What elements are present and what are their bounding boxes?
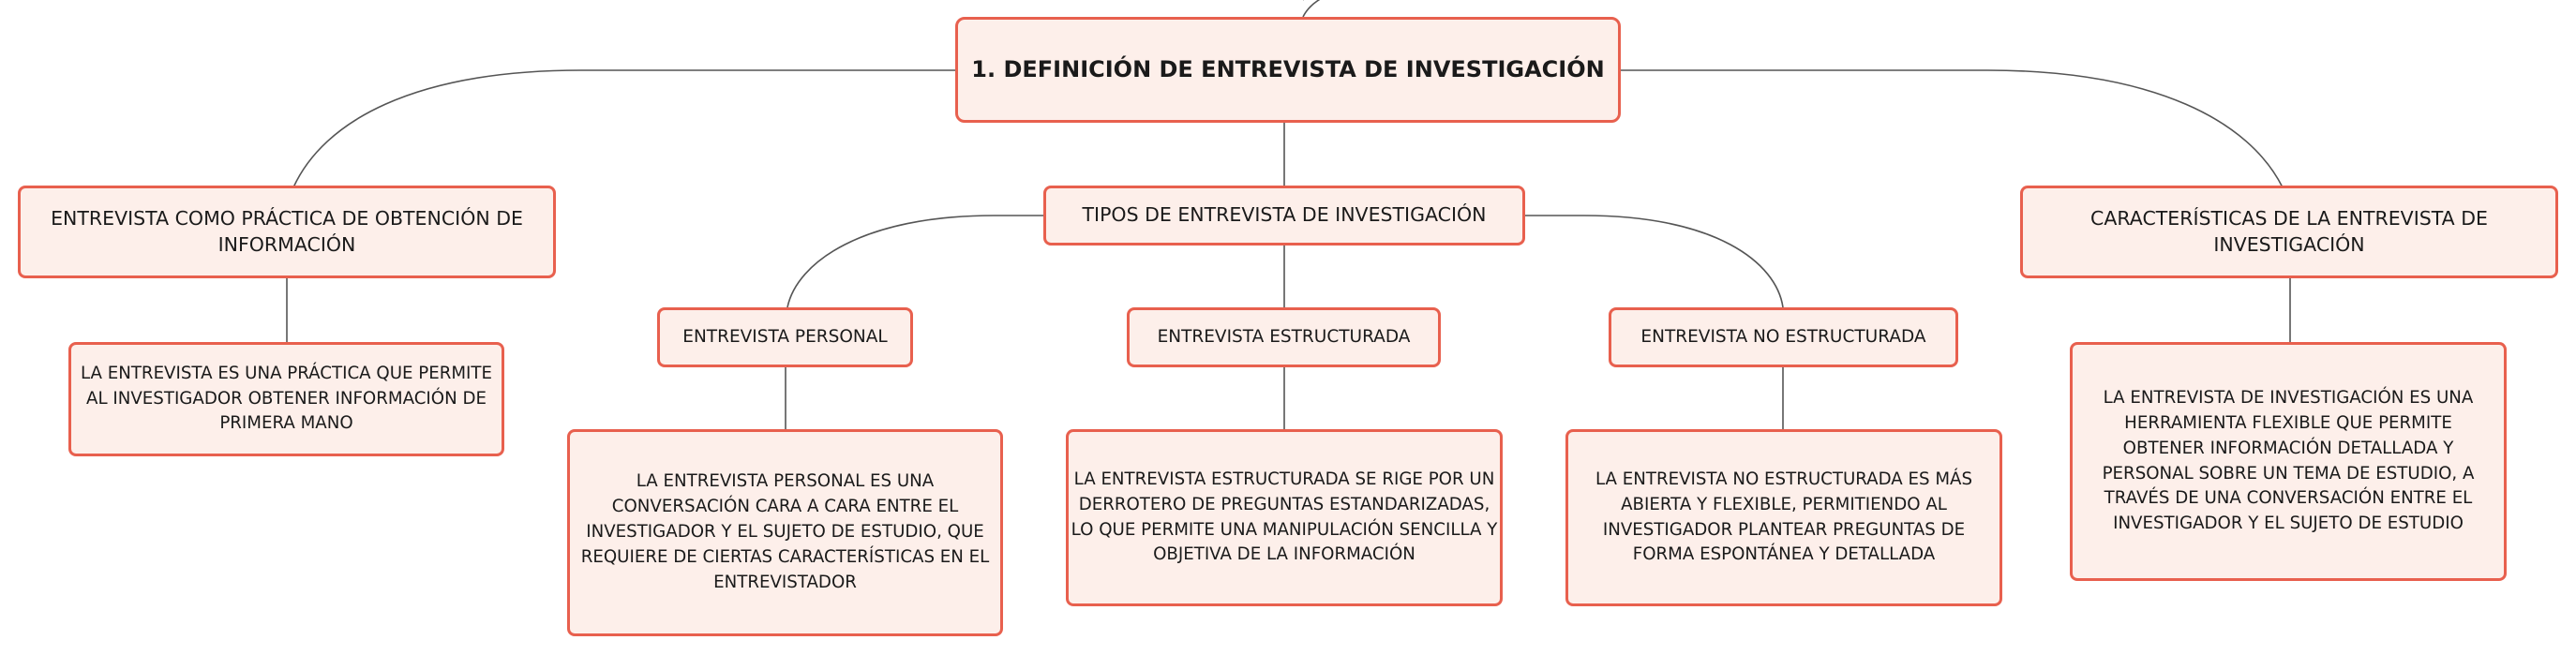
type-personal-detail-node[interactable] bbox=[567, 429, 1003, 636]
type-personal-node[interactable] bbox=[657, 307, 913, 367]
type-structured-detail-node[interactable] bbox=[1066, 429, 1503, 606]
type-structured-label: ENTREVISTA ESTRUCTURADA bbox=[1157, 327, 1411, 348]
connector-root-to-left bbox=[293, 70, 957, 187]
type-structured-detail-text: LA ENTREVISTA ESTRUCTURADA SE RIGE POR UN DERROTERO DE PREGUNTAS ESTANDARIZADAS, LO QUE PERMITE UNA MANIPULACIÓN SENCILLA Y OBJETIVA DE LA INFORMACIÓN bbox=[1071, 469, 1498, 565]
center-branch-node[interactable] bbox=[1043, 186, 1525, 246]
connector-center-to-unstructured bbox=[1523, 216, 1783, 307]
type-unstructured-detail-node[interactable] bbox=[1565, 429, 2002, 606]
type-personal-detail-text: LA ENTREVISTA PERSONAL ES UNA CONVERSACIÓN CARA A CARA ENTRE EL INVESTIGADOR Y EL SUJETO DE ESTUDIO, QUE REQUIERE DE CIERTAS CARACTERÍSTICAS EN EL ENTREVISTADOR bbox=[580, 471, 990, 592]
type-unstructured-label: ENTREVISTA NO ESTRUCTURADA bbox=[1640, 327, 1926, 348]
left-branch-detail-node[interactable] bbox=[68, 342, 504, 456]
connector-parent-stub bbox=[1303, 0, 1322, 17]
right-branch-detail-node[interactable] bbox=[2070, 342, 2507, 581]
root-node[interactable] bbox=[955, 17, 1621, 123]
center-branch-label: TIPOS DE ENTREVISTA DE INVESTIGACIÓN bbox=[1082, 203, 1487, 227]
connector-center-to-personal bbox=[787, 216, 1045, 307]
right-branch-detail-text: LA ENTREVISTA DE INVESTIGACIÓN ES UNA HERRAMIENTA FLEXIBLE QUE PERMITE OBTENER INFORMACIÓN DETALLADA Y PERSONAL SOBRE UN TEMA DE ESTUDIO, A TRAVÉS DE UNA CONVERSACIÓN ENTRE EL INVESTIGADOR Y EL SUJETO DE ESTUDIO bbox=[2102, 387, 2475, 534]
type-unstructured-detail-text: LA ENTREVISTA NO ESTRUCTURADA ES MÁS ABIERTA Y FLEXIBLE, PERMITIENDO AL INVESTIGADOR PLANTEAR PREGUNTAS DE FORMA ESPONTÁNEA Y DETALLADA bbox=[1595, 469, 1973, 565]
connector-root-to-right bbox=[1620, 70, 2283, 187]
left-branch-node[interactable] bbox=[18, 186, 556, 278]
type-structured-node[interactable] bbox=[1127, 307, 1441, 367]
right-branch-label: CARACTERÍSTICAS DE LA ENTREVISTA DE INVESTIGACIÓN bbox=[2090, 206, 2488, 256]
right-branch-node[interactable] bbox=[2020, 186, 2558, 278]
type-unstructured-node[interactable] bbox=[1609, 307, 1958, 367]
left-branch-label: ENTREVISTA COMO PRÁCTICA DE OBTENCIÓN DE INFORMACIÓN bbox=[51, 206, 523, 256]
type-personal-label: ENTREVISTA PERSONAL bbox=[682, 327, 888, 348]
left-branch-detail-text: LA ENTREVISTA ES UNA PRÁCTICA QUE PERMITE AL INVESTIGADOR OBTENER INFORMACIÓN DE PRIMERA MANO bbox=[80, 363, 493, 434]
root-node-label: 1. DEFINICIÓN DE ENTREVISTA DE INVESTIGACIÓN bbox=[971, 56, 1605, 83]
